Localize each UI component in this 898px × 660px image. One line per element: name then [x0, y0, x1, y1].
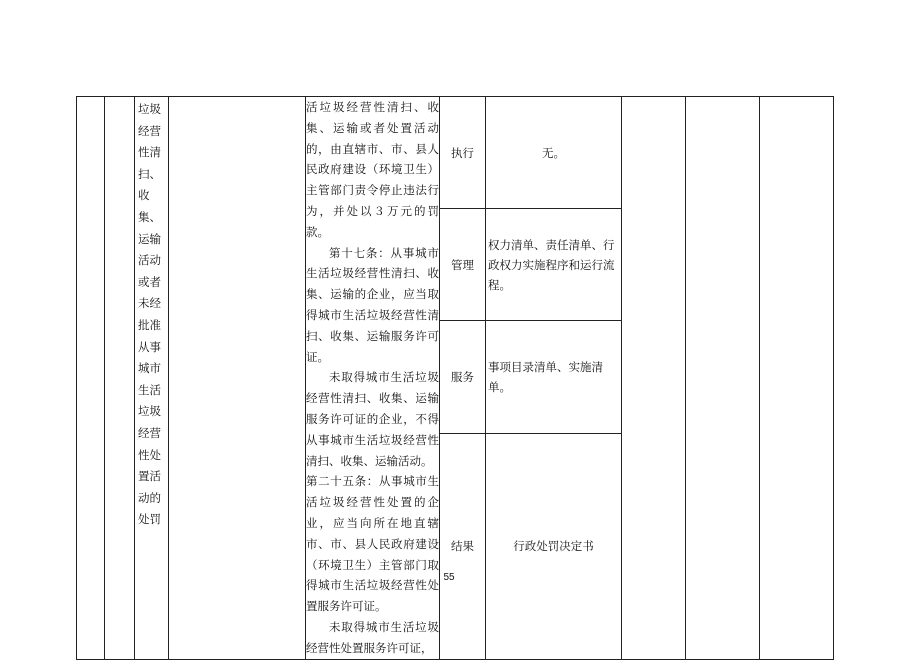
basis-paragraph: 第二十五条：从事城市生活垃圾经营性处置的企业，应当向所在地直辖市、市、县人民政府建设（环境卫生）主管部门取得城市生活垃圾经营性处置服务许可证。	[306, 474, 439, 614]
stage-label-execute: 执行	[440, 97, 486, 209]
stage-content-manage: 权力清单、责任清单、行政权力实施程序和运行流程。	[486, 209, 622, 321]
basis-paragraph: 未取得城市生活垃圾经营性清扫、收集、运输服务许可证的企业，不得从事城市生活垃圾经营性清扫、收集、运输活动。	[306, 370, 439, 468]
stage-label-manage: 管理	[440, 209, 486, 321]
basis-paragraph: 未取得城市生活垃圾经营性处置服务许可证，	[306, 619, 439, 655]
stage-content-result: 行政处罚决定书	[486, 433, 622, 659]
basis-paragraph: 活垃圾经营性清扫、收集、运输或者处置活动的，由直辖市、市、县人民政府建设（环境卫生）主管部门责令停止违法行为，并处以３万元的罚款。	[306, 100, 439, 239]
stage-content-execute: 无。	[486, 97, 622, 209]
stage-content-service: 事项目录清单、实施清单。	[486, 321, 622, 433]
stage-label-service: 服务	[440, 321, 486, 433]
stage-label-result: 结果	[440, 433, 486, 659]
page-number: 55	[443, 572, 455, 583]
basis-paragraph: 第十七条：从事城市生活垃圾经营性清扫、收集、运输的企业，应当取得城市生活垃圾经营性清扫、收集、运输服务许可证。	[306, 245, 439, 364]
item-name: 垃圾经营性清扫、收集、运输活动或者未经批准从事城市生活垃圾经营性处置活动的处罚	[138, 102, 161, 527]
